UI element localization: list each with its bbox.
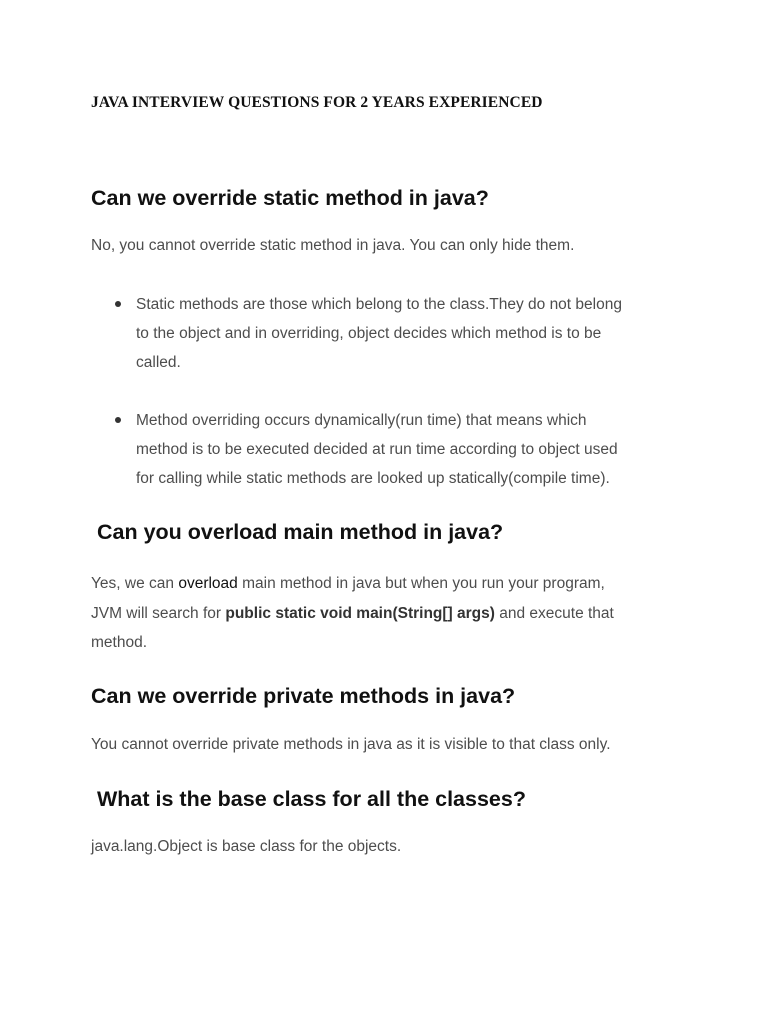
question-heading-private-override: Can we override private methods in java? xyxy=(91,684,516,708)
answer-text: and execute that xyxy=(494,604,614,622)
question-heading-base-class: What is the base class for all the classes? xyxy=(97,787,526,811)
answer-overload-main xyxy=(91,569,691,658)
answer-private-override: You cannot override private methods in java as it is visible to that class only. xyxy=(91,736,611,753)
main-signature-code: public static void main(String[] args) xyxy=(225,604,495,622)
question-heading-static-override: Can we override static method in java? xyxy=(91,186,489,210)
answer-text: method. xyxy=(91,634,148,651)
answer-text: Yes, we can xyxy=(91,575,179,592)
answer-base-class: java.lang.Object is base class for the objects. xyxy=(91,838,402,855)
overload-link[interactable]: overload xyxy=(178,575,238,592)
bullet-line: to the object and in overriding, object decides which method is to be xyxy=(136,325,602,342)
bullet-line: method is to be executed decided at run time according to object used xyxy=(136,441,618,458)
answer-text: main method in java but when you run your program, xyxy=(237,575,605,592)
list-item xyxy=(91,406,681,493)
bullet-icon xyxy=(115,301,121,307)
answer-text: JVM will search for xyxy=(91,604,226,622)
document-title: JAVA INTERVIEW QUESTIONS FOR 2 YEARS EXPERIENCED xyxy=(91,94,543,111)
list-item xyxy=(91,290,681,377)
bullet-icon xyxy=(115,417,121,423)
bullet-line: Static methods are those which belong to the class.They do not belong xyxy=(136,296,622,313)
bullet-line: Method overriding occurs dynamically(run time) that means which xyxy=(136,412,587,429)
answer-static-override: No, you cannot override static method in java. You can only hide them. xyxy=(91,237,575,254)
bullet-line: for calling while static methods are looked up statically(compile time). xyxy=(136,470,610,487)
question-heading-overload-main: Can you overload main method in java? xyxy=(97,520,504,544)
bullet-list-static-override xyxy=(91,290,681,377)
bullet-line: called. xyxy=(136,354,181,371)
bullet-list-static-override-2 xyxy=(91,406,681,493)
